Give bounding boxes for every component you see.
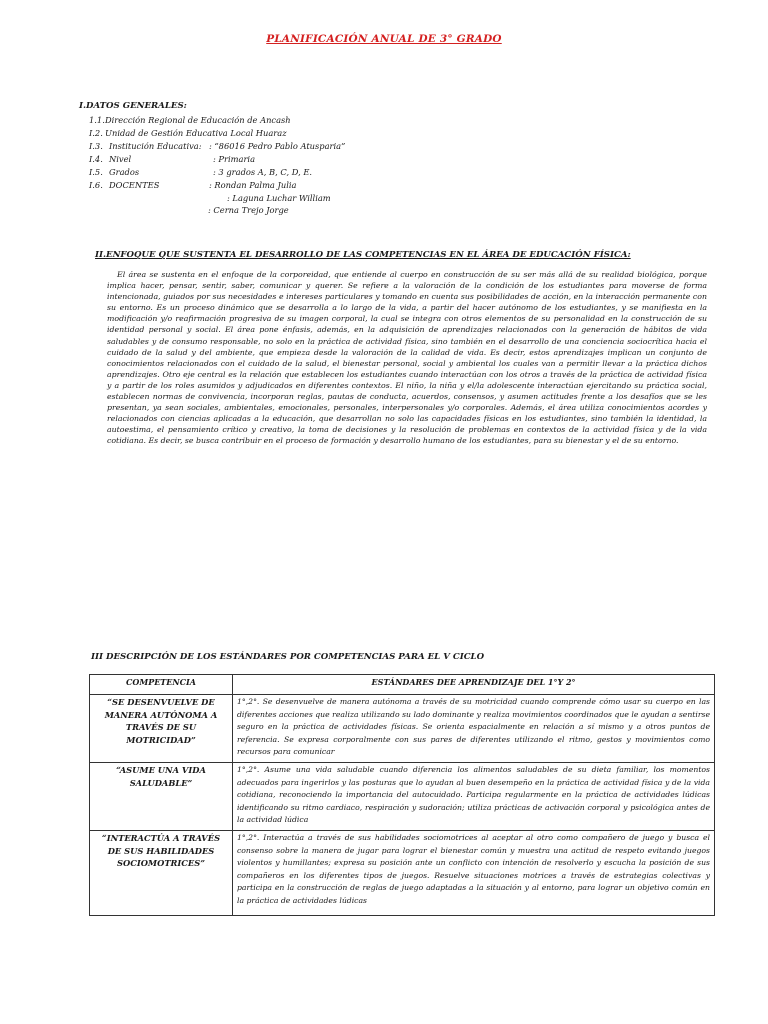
datos-row-number: I.6. [89, 180, 103, 190]
section-heading-datos-generales: I.DATOS GENERALES: [79, 101, 187, 111]
competencia-cell: “ASUME UNA VIDA SALUDABLE” [90, 763, 233, 831]
document-title: PLANIFICACIÓN ANUAL DE 3° GRADO [266, 33, 502, 45]
estandar-cell: 1°,2°. Se desenvuelve de manera autónoma a través de su motricidad cuando comprende cómo usar su cuerpo en las diferentes acciones que realiza utilizando su lado dominante y realiza movimientos coordinados que le ayudan a sentirse seguro en la práctica de actividades físicas. Se orienta espacialmente en relación a sí mismo y a otros puntos de referencia. Se expresa corporalmente con sus pares de diferentes utilizando el ritmo, gestos y movimientos como recursos para comunicar [233, 695, 715, 763]
datos-row-value: : Rondan Palma Julia [209, 180, 297, 190]
datos-row-number: I.4. [89, 154, 103, 164]
table-row [90, 763, 715, 831]
datos-row-number: I.3. [89, 141, 103, 151]
datos-row-value: : 3 grados A, B, C, D, E. [213, 167, 313, 177]
competencia-cell: “INTERACTÚA A TRAVÉS DE SUS HABILIDADES SOCIOMOTRICES” [90, 831, 233, 916]
datos-row-label: DOCENTES [109, 180, 160, 190]
enfoque-paragraph: El área se sustenta en el enfoque de la corporeidad, que entiende al cuerpo en construcción de su ser más allá de su realidad biológica, porque implica hacer, pensar, sentir, saber, comunicar y querer. Se refiere a la valoración de la condición de los estudiantes para moverse de forma intencionada, guiados por sus necesidades e intereses particulares y tomando en cuenta sus posibilidades de acción, en la interacción permanente con su entorno. Es un proceso dinámico que se desarrolla a lo largo de la vida, a partir del hacer autónomo de los estudiantes, y se manifiesta en la modificación y/o reafirmación progresiva de su imagen corporal, la cual se integra con otros elementos de su personalidad en la construcción de su identidad personal y social. El área pone énfasis, además, en la adquisición de aprendizajes relacionados con la generación de hábitos de vida saludables y de consumo responsable, no solo en la práctica de actividad física, sino también en el desarrollo de una conciencia sociocrítica hacia el cuidado de la salud y del ambiente, que empieza desde la valoración de la calidad de vida. Es decir, estos aprendizajes implican un conjunto de conocimientos relacionados con el cuidado de la salud, el bienestar personal, social y ambiental los cuales van a permitir llevar a la práctica dichos aprendizajes. Otro eje central es la relación que establecen los estudiantes cuando interactúan con los otros a través de la práctica de actividad física y a partir de los roles asumidos y adjudicados en diferentes contextos. El niño, la niña y el/la adolescente interactúan ejercitando su práctica social, establecen normas de convivencia, incorporan reglas, pautas de conducta, acuerdos, consensos, y asumen actitudes frente a los desafíos que se les presentan, ya sean sociales, ambientales, emocionales, personales, interpersonales y/o corporales. Además, el área utiliza conocimientos acordes y relacionados con ciencias aplicadas a la educación, que desarrollan no solo las capacidades físicas en los estudiantes, sino también la identidad, la autoestima, el pensamiento crítico y creativo, la toma de decisiones y la resolución de problemas en contextos de la actividad física y de la vida cotidiana. Es decir, se busca contribuir en el proceso de formación y desarrollo humano de los estudiantes, para su bienestar y el de su entorno. [107, 270, 707, 446]
column-header-estandares: ESTÁNDARES DEE APRENDIZAJE DEL 1°Y 2° [233, 675, 715, 695]
estandar-cell: 1°,2°. Interactúa a través de sus habilidades sociomotrices al aceptar al otro como compañero de juego y busca el consenso sobre la manera de jugar para lograr el bienestar común y muestra una actitud de respeto evitando juegos violentos y humillantes; expresa su posición ante un conflicto con intención de resolverlo y escucha la posición de sus compañeros en los diferentes tipos de juegos. Resuelve situaciones motrices a través de estrategias colectivas y participa en la construcción de reglas de juego adaptadas a la situación y al entorno, para lograr un objetivo común en la práctica de actividades lúdicas [233, 831, 715, 916]
section-heading-estandares: III DESCRIPCIÓN DE LOS ESTÁNDARES POR COMPETENCIAS PARA EL V CICLO [91, 652, 485, 662]
datos-row-number: I.2. [89, 128, 103, 138]
datos-row-number: 1.1. [89, 115, 105, 125]
column-header-competencia: COMPETENCIA [90, 675, 233, 695]
datos-row-label: Grados [109, 167, 140, 177]
estandar-cell: 1°,2°. Asume una vida saludable cuando diferencia los alimentos saludables de su dieta familiar, los momentos adecuados para ingerirlos y las posturas que lo ayudan al buen desempeño en la práctica de actividad física y de la vida cotidiana, reconociendo la importancia del autocuidado. Participa regularmente en la práctica de actividades lúdicas identificando su ritmo cardiaco, respiración y sudoración; utiliza prácticas de activación corporal y psicológica antes de la actividad lúdica [233, 763, 715, 831]
docente-value: : Cerna Trejo Jorge [208, 205, 289, 215]
competencia-cell: “SE DESENVUELVE DE MANERA AUTÓNOMA A TRAVÉS DE SU MOTRICIDAD” [90, 695, 233, 763]
datos-row-value: : “86016 Pedro Pablo Atusparia” [209, 141, 346, 151]
table-row [90, 831, 715, 916]
datos-row-label: Unidad de Gestión Educativa Local Huaraz [105, 128, 287, 138]
table-row [90, 695, 715, 763]
section-heading-enfoque: II.ENFOQUE QUE SUSTENTA EL DESARROLLO DE LAS COMPETENCIAS EN EL ÁREA DE EDUCACIÓN FÍSICA: [95, 250, 631, 260]
table-header-row [90, 675, 715, 695]
datos-row-label: Dirección Regional de Educación de Ancash [105, 115, 291, 125]
datos-row-value: : Primaria [213, 154, 256, 164]
datos-row-label: Nivel [109, 154, 132, 164]
datos-row-number: I.5. [89, 167, 103, 177]
docente-value: : Laguna Luchar William [227, 193, 331, 203]
standards-table [89, 674, 715, 916]
datos-row-label: Institución Educativa: [109, 141, 202, 151]
